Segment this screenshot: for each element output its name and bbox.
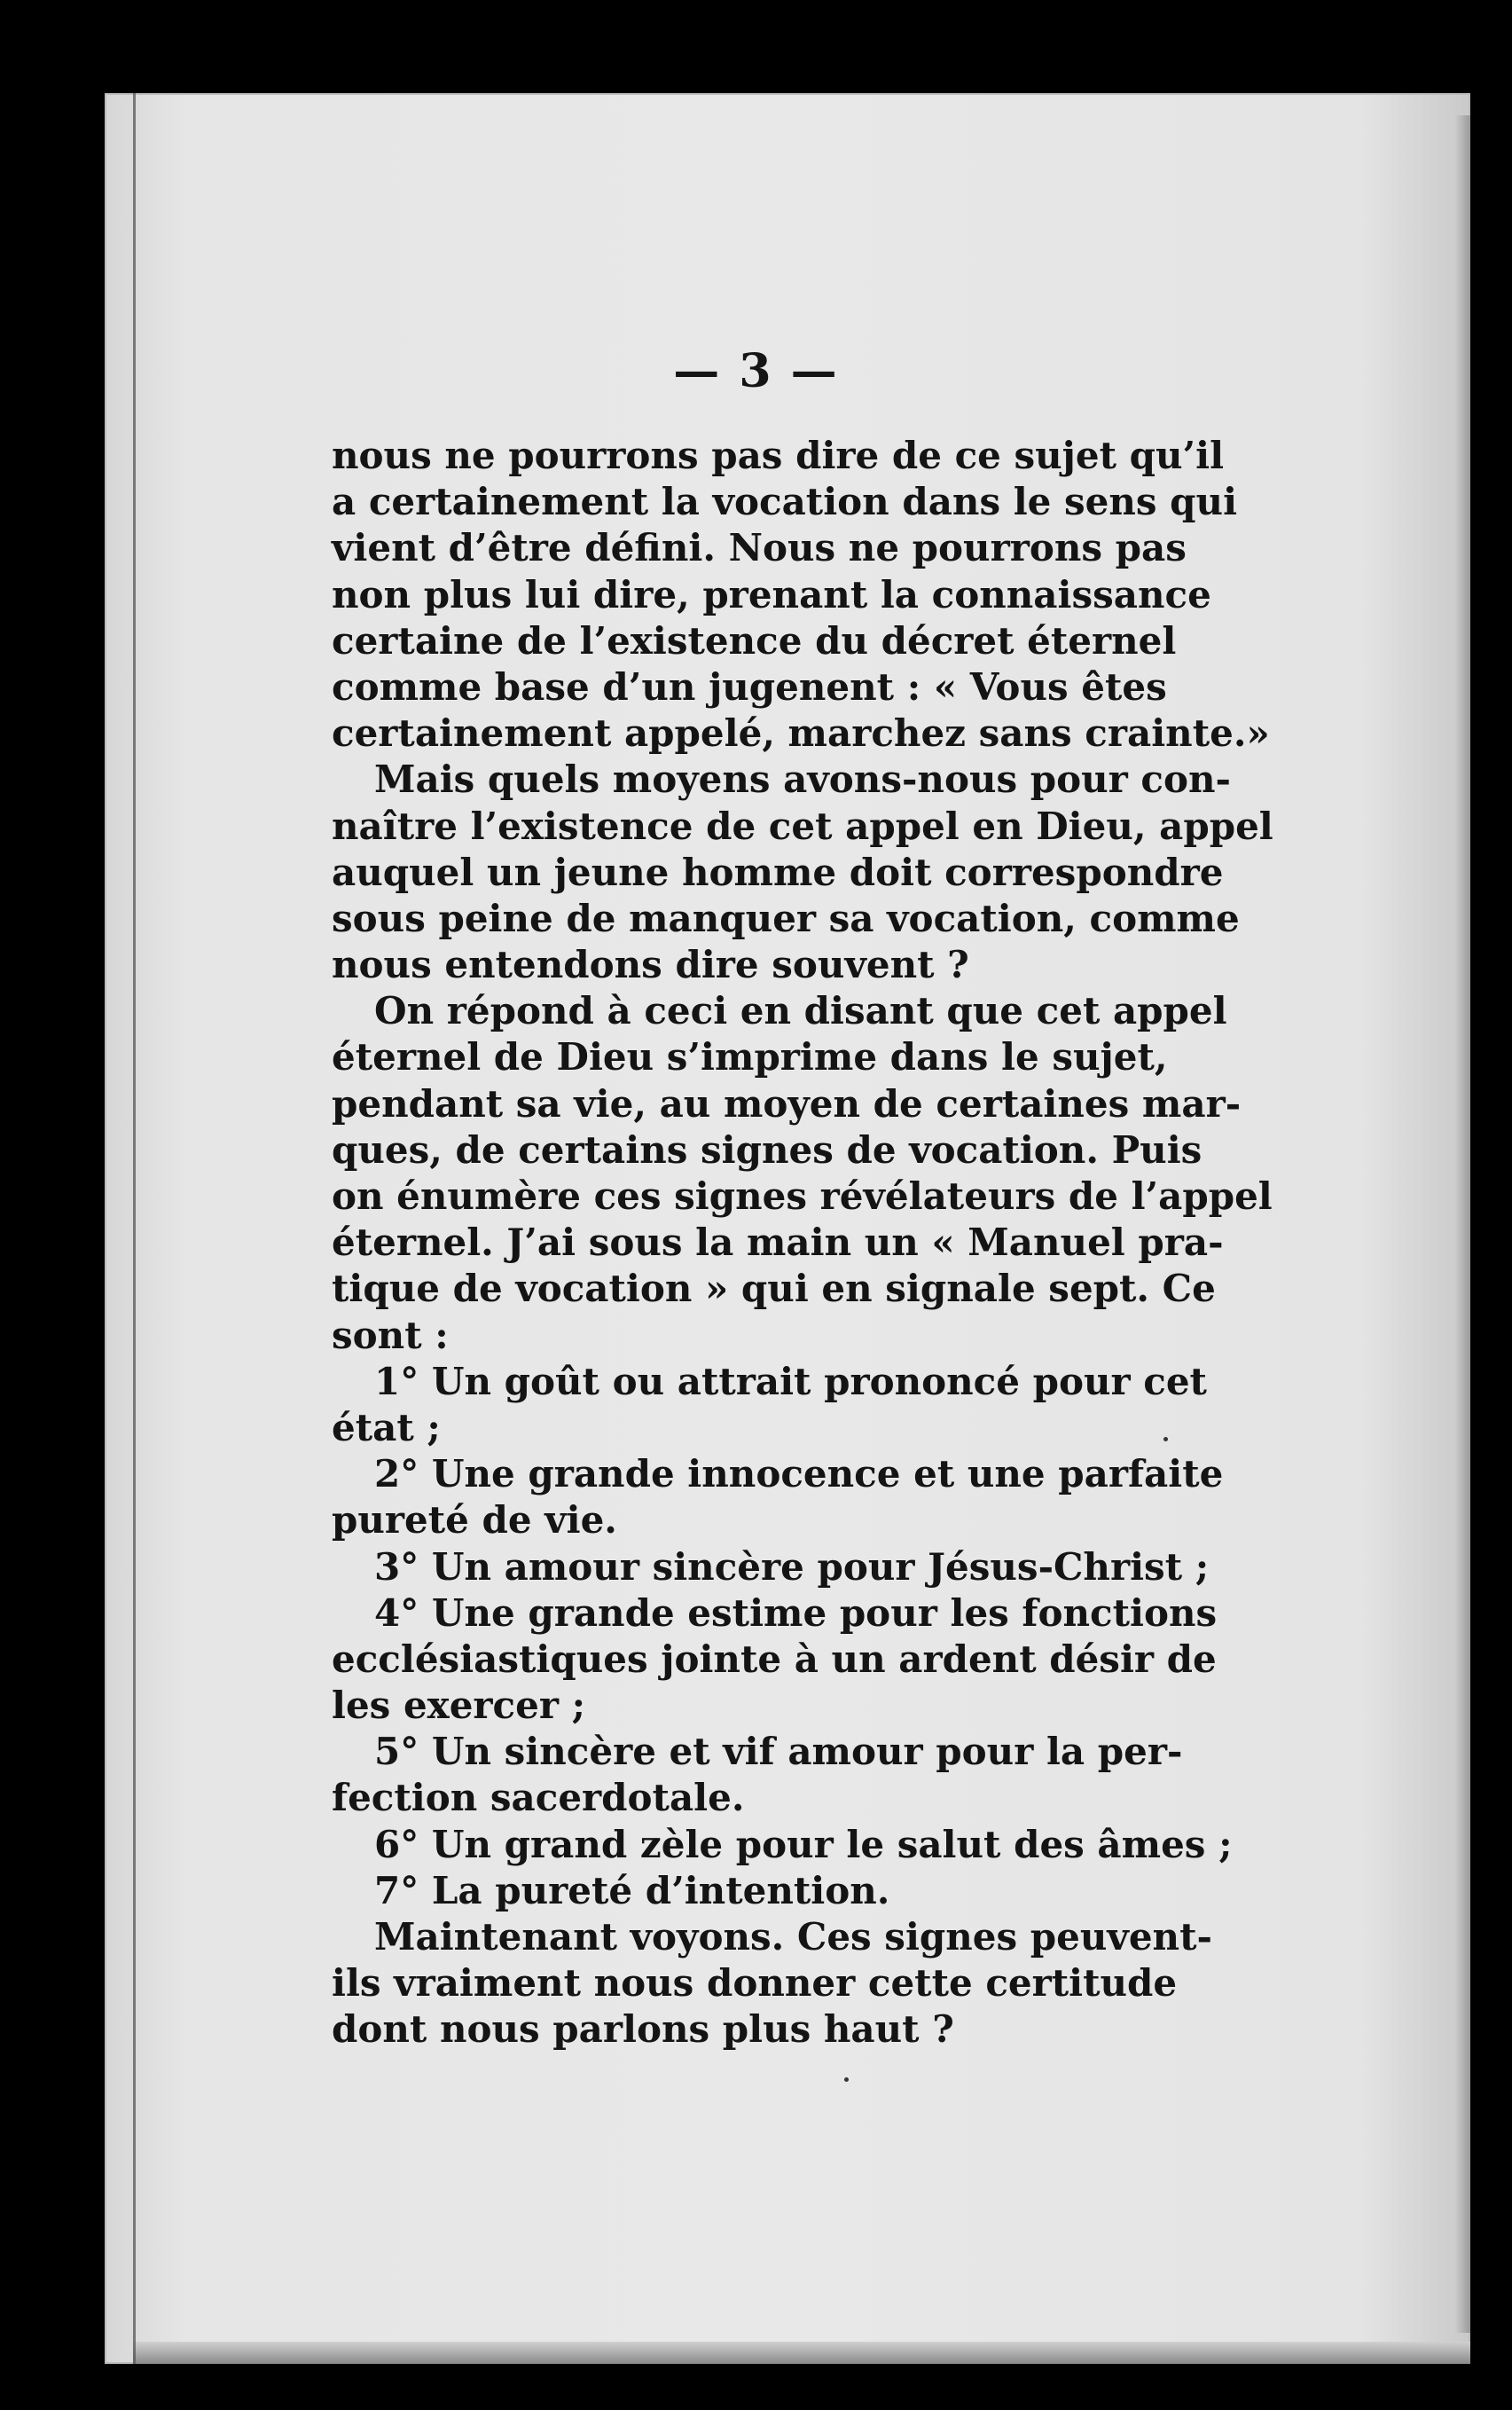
- text-line: on énumère ces signes révélateurs de l’appel: [332, 1174, 1273, 1218]
- list-item-line: 2° Une grande innocence et une parfaite: [374, 1452, 1224, 1496]
- list-item-line: fection sacerdotale.: [332, 1776, 745, 1820]
- list-item-line: 5° Un sincère et vif amour pour la per-: [374, 1730, 1183, 1774]
- list-item-line: 1° Un goût ou attrait prononcé pour cet: [374, 1359, 1207, 1403]
- list-item-line: 7° La pureté d’intention.: [374, 1868, 890, 1912]
- text-line: Maintenant voyons. Ces signes peuvent-: [374, 1915, 1212, 1959]
- text-line: certaine de l’existence du décret éternel: [332, 618, 1177, 663]
- text-line: tique de vocation » qui en signale sept. Ce: [332, 1267, 1216, 1311]
- text-line: comme base d’un jugenent : « Vous êtes: [332, 664, 1167, 709]
- page-right-edge: [1454, 115, 1470, 2333]
- page-bottom-edge: [133, 2342, 1470, 2364]
- text-line: non plus lui dire, prenant la connaissance: [332, 572, 1211, 616]
- text-line: sous peine de manquer sa vocation, comme: [332, 896, 1240, 940]
- list-item-line: pureté de vie.: [332, 1498, 617, 1543]
- text-line: vient d’être défini. Nous ne pourrons pas: [332, 526, 1187, 570]
- text-line: sont :: [332, 1313, 449, 1357]
- body-text: [332, 433, 1273, 2053]
- text-line: Mais quels moyens avons-nous pour con-: [374, 758, 1231, 802]
- text-line: a certainement la vocation dans le sens qui: [332, 480, 1238, 524]
- page-number: — 3 —: [673, 344, 839, 398]
- text-line: naître l’existence de cet appel en Dieu, appel: [332, 804, 1273, 848]
- text-line: éternel. J’ai sous la main un « Manuel pra-: [332, 1221, 1224, 1265]
- list-item-line: les exercer ;: [332, 1684, 586, 1728]
- list-item-line: 4° Une grande estime pour les fonctions: [374, 1590, 1218, 1635]
- text-line: ques, de certains signes de vocation. Puis: [332, 1127, 1203, 1172]
- binding-line: [133, 93, 136, 2364]
- print-speck: [1163, 1437, 1168, 1441]
- text-line: éternel de Dieu s’imprime dans le sujet,: [332, 1035, 1168, 1079]
- text-line: auquel un jeune homme doit correspondre: [332, 850, 1224, 894]
- text-line: nous entendons dire souvent ?: [332, 943, 969, 987]
- text-line: On répond à ceci en disant que cet appel: [374, 989, 1227, 1033]
- print-speck: [844, 2077, 849, 2082]
- text-line: dont nous parlons plus haut ?: [332, 2007, 954, 2052]
- text-line: nous ne pourrons pas dire de ce sujet qu’il: [332, 434, 1225, 477]
- list-item-line: 6° Un grand zèle pour le salut des âmes ;: [374, 1822, 1233, 1866]
- text-line: certainement appelé, marchez sans crainte.»: [332, 711, 1270, 756]
- text-line: ils vraiment nous donner cette certitude: [332, 1961, 1178, 2006]
- list-item-line: 3° Un amour sincère pour Jésus-Christ ;: [374, 1544, 1210, 1589]
- text-line: pendant sa vie, au moyen de certaines mar-: [332, 1081, 1242, 1126]
- list-item-line: ecclésiastiques jointe à un ardent désir de: [332, 1637, 1217, 1681]
- list-item-line: état ;: [332, 1405, 441, 1449]
